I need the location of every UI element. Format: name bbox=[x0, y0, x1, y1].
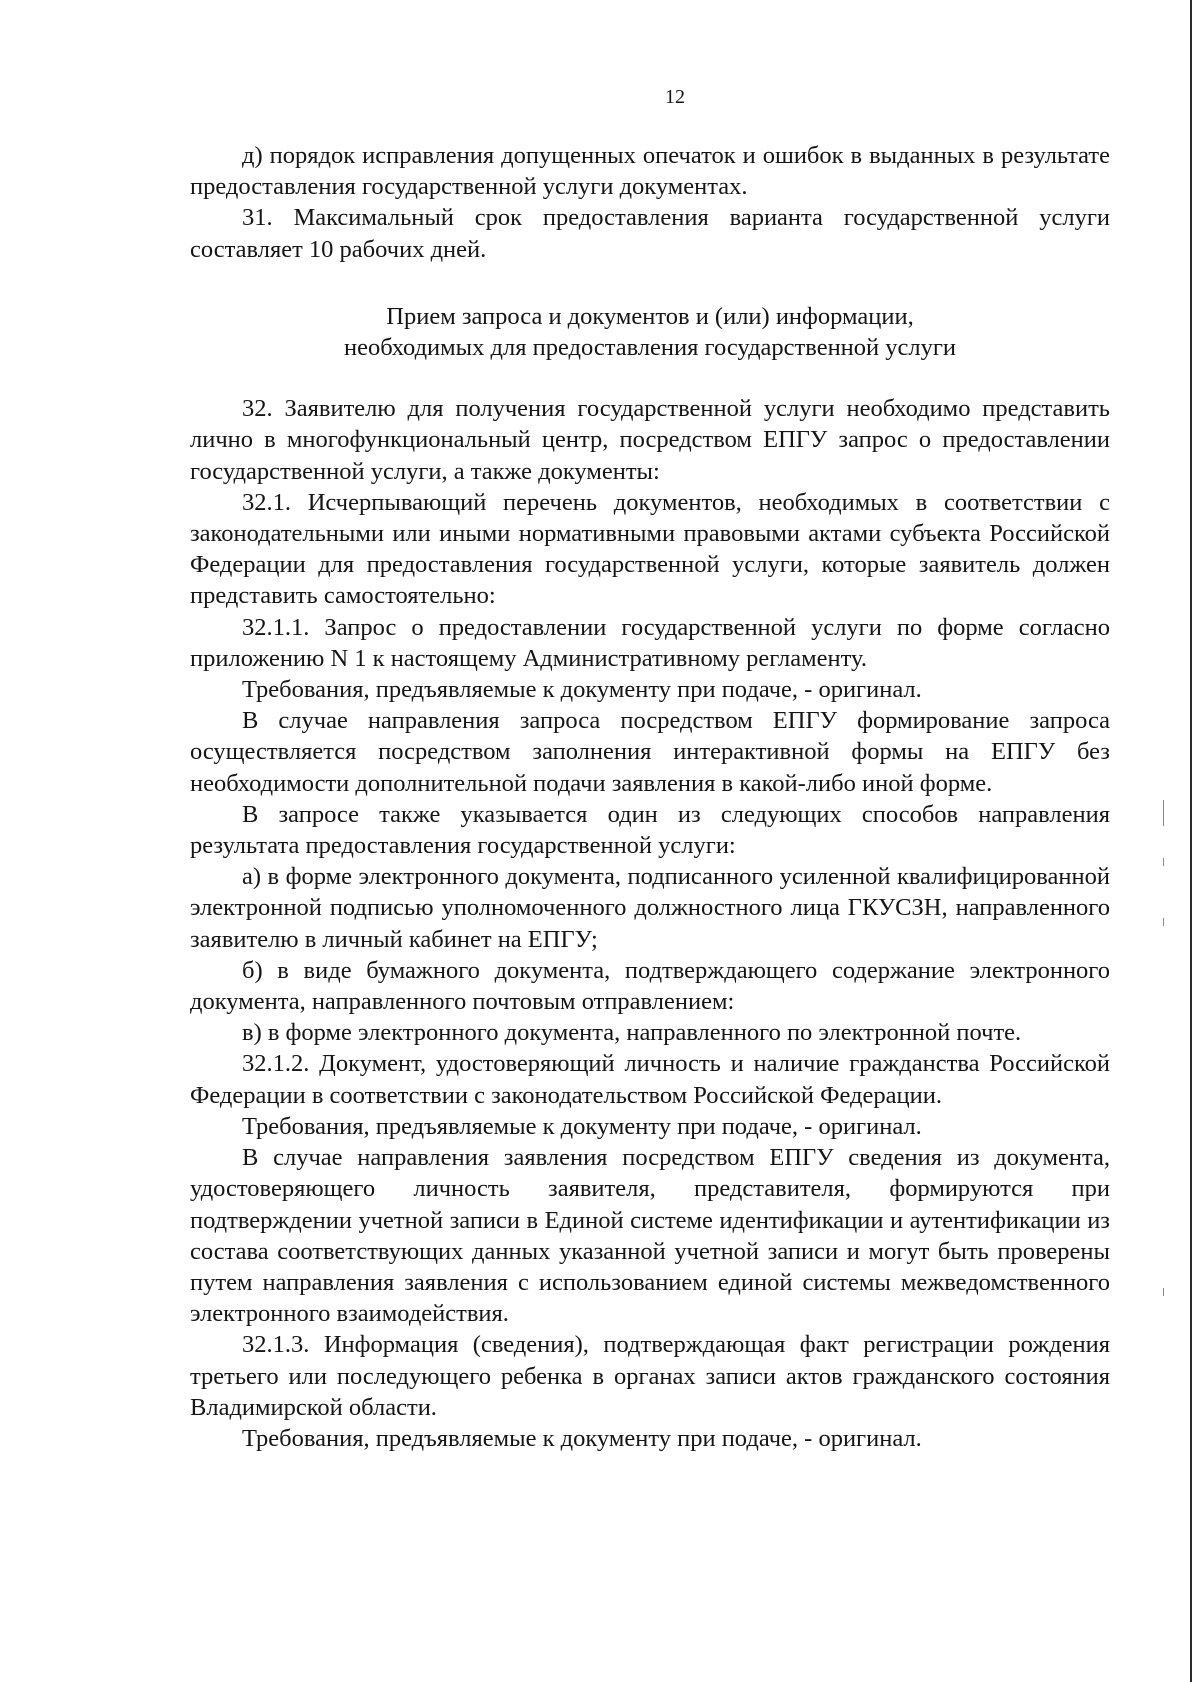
section-heading-line-1: Прием запроса и документов и (или) информации, bbox=[386, 302, 914, 330]
paragraph-epgu-identity: В случае направления заявления посредством ЕПГУ сведения из документа, удостоверяющего личность заявителя, представителя, формируются при подтверждении учетной записи в Единой системе идентификации и аутентификации из состава соответствующих данных указанной учетной записи и могут быть проверены путем направления заявления с использованием единой системы межведомственного электронного взаимодействия. bbox=[190, 1144, 1110, 1328]
document-body bbox=[190, 140, 1110, 1454]
list-item-b: б) в виде бумажного документа, подтверждающего содержание электронного документа, направленного почтовым отправлением: bbox=[190, 956, 1110, 1016]
paragraph-31: 31. Максимальный срок предоставления варианта государственной услуги составляет 10 рабочих дней. bbox=[190, 204, 1110, 263]
paragraph-item-d: д) порядок исправления допущенных опечаток и ошибок в выданных в результате предоставления государственной услуги документах. bbox=[190, 142, 1110, 201]
list-item-a: а) в форме электронного документа, подписанного усиленной квалифицированной электронной подписью уполномоченного должностного лица ГКУСЗН, направленного заявителю в личный кабинет на ЕПГУ; bbox=[190, 863, 1110, 953]
section-heading-line-2: необходимых для предоставления государственной услуги bbox=[343, 334, 957, 362]
paragraph-32: 32. Заявителю для получения государственной услуги необходимо представить лично в многофункциональный центр, посредством ЕПГУ запрос о предоставлении государственной услуги, а также документы: bbox=[190, 395, 1110, 485]
section-heading bbox=[190, 301, 1110, 363]
paragraph-32-1-2: 32.1.2. Документ, удостоверяющий личность и наличие гражданства Российской Федерации в соответствии с законодательством Российской Федерации. bbox=[190, 1050, 1110, 1109]
paragraph-requirements-3: Требования, предъявляемые к документу при подаче, - оригинал. bbox=[242, 1424, 922, 1452]
paragraph-requirements-1: Требования, предъявляемые к документу при подаче, - оригинал. bbox=[242, 676, 922, 704]
page-edge-line bbox=[1190, 0, 1192, 1682]
paragraph-32-1: 32.1. Исчерпывающий перечень документов, необходимых в соответствии с законодательными или иными нормативными правовыми актами субъекта Российской Федерации для предоставления государственной услуги, которые заявитель должен представить самостоятельно: bbox=[190, 488, 1110, 610]
margin-mark-2 bbox=[1163, 858, 1164, 866]
paragraph-result-methods: В запросе также указывается один из следующих способов направления результата предоставления государственной услуги: bbox=[190, 800, 1110, 860]
paragraph-32-1-1: 32.1.1. Запрос о предоставлении государственной услуги по форме согласно приложению N 1 к настоящему Административному регламенту. bbox=[190, 613, 1110, 672]
margin-mark-3 bbox=[1163, 918, 1164, 926]
paragraph-epgu-request: В случае направления запроса посредством ЕПГУ формирование запроса осуществляется посредством заполнения интерактивной формы на ЕПГУ без необходимости дополнительной подачи заявления в какой-либо иной форме. bbox=[190, 707, 1110, 797]
paragraph-32-1-3: 32.1.3. Информация (сведения), подтверждающая факт регистрации рождения третьего или последующего ребенка в органах записи актов гражданского состояния Владимирской области. bbox=[190, 1331, 1110, 1421]
margin-mark-1 bbox=[1163, 800, 1164, 826]
paragraph-requirements-2: Требования, предъявляемые к документу при подаче, - оригинал. bbox=[242, 1112, 922, 1140]
page-number: 12 bbox=[665, 86, 685, 108]
margin-mark-4 bbox=[1163, 1288, 1164, 1296]
list-item-v: в) в форме электронного документа, направленного по электронной почте. bbox=[242, 1019, 1022, 1047]
